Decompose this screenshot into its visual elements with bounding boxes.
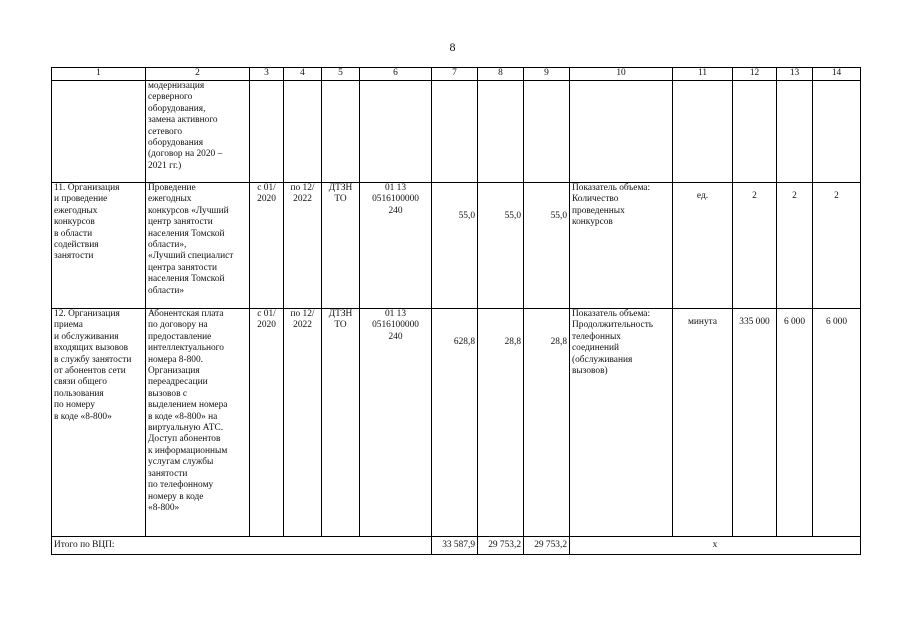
header-cell: 14 (813, 68, 861, 81)
cell-empty (432, 81, 478, 183)
header-cell: 9 (524, 68, 570, 81)
start-date: с 01/ 2020 (250, 309, 284, 537)
indicator-value-1: 335 000 (733, 309, 777, 537)
executor: ДТЗН ТО (322, 183, 360, 309)
event-description: Проведение ежегодных конкурсов «Лучший центр занятости населения Томской области», «Лучший специалист центра занятости населения Томской области» (146, 183, 250, 309)
program-table (51, 67, 861, 555)
cell-empty (284, 81, 322, 183)
budget-code: 01 13 0516100000 240 (360, 183, 432, 309)
cell-empty (813, 81, 861, 183)
table-row (52, 309, 861, 537)
header-cell: 13 (777, 68, 813, 81)
indicator: Показатель объема: Количество проведенных конкурсов (570, 183, 673, 309)
total-amount: 33 587,9 (432, 537, 478, 555)
total-row (52, 537, 861, 555)
indicator-value-2: 6 000 (777, 309, 813, 537)
header-cell: 2 (146, 68, 250, 81)
end-date: по 12/ 2022 (284, 183, 322, 309)
amount-year-2: 55,0 (524, 183, 570, 309)
total-year-2: 29 753,2 (524, 537, 570, 555)
cell-empty (524, 81, 570, 183)
header-cell: 6 (360, 68, 432, 81)
total-label: Итого по ВЦП: (52, 537, 432, 555)
amount-total: 55,0 (432, 183, 478, 309)
total-year-1: 29 753,2 (478, 537, 524, 555)
header-cell: 12 (733, 68, 777, 81)
cell-empty (322, 81, 360, 183)
header-cell: 8 (478, 68, 524, 81)
end-date: по 12/ 2022 (284, 309, 322, 537)
event-description: модернизация серверного оборудования, замена активного сетевого оборудования (договор на 2020 – 2021 гг.) (146, 81, 250, 183)
unit: ед. (673, 183, 733, 309)
header-cell: 3 (250, 68, 284, 81)
budget-code: 01 13 0516100000 240 (360, 309, 432, 537)
header-cell: 11 (673, 68, 733, 81)
header-cell: 1 (52, 68, 146, 81)
cell-empty (250, 81, 284, 183)
start-date: с 01/ 2020 (250, 183, 284, 309)
unit: минута (673, 309, 733, 537)
task-name: 12. Организация приема и обслуживания входящих вызовов в службу занятости от абонентов сети связи общего пользования по номеру в коде «8-800» (52, 309, 146, 537)
indicator-value-3: 2 (813, 183, 861, 309)
cell-empty (777, 81, 813, 183)
indicator-value-2: 2 (777, 183, 813, 309)
cell-empty (52, 81, 146, 183)
cell-empty (478, 81, 524, 183)
table-row (52, 183, 861, 309)
page-number: 8 (449, 40, 456, 54)
amount-year-2: 28,8 (524, 309, 570, 537)
amount-year-1: 55,0 (478, 183, 524, 309)
cell-empty (360, 81, 432, 183)
header-row (52, 68, 861, 81)
amount-year-1: 28,8 (478, 309, 524, 537)
indicator-value-3: 6 000 (813, 309, 861, 537)
cell-empty (570, 81, 673, 183)
cell-empty (733, 81, 777, 183)
amount-total: 628,8 (432, 309, 478, 537)
header-cell: 4 (284, 68, 322, 81)
total-mark: х (570, 537, 861, 555)
cell-empty (673, 81, 733, 183)
header-cell: 7 (432, 68, 478, 81)
event-description: Абонентская плата по договору на предоставление интеллектуального номера 8-800. Организация переадресации вызовов с выделением номера в коде «8-800» на виртуальную АТС. Доступ абонентов к информационным услугам службы занятости по телефонному номеру в коде «8-800» (146, 309, 250, 537)
executor: ДТЗН ТО (322, 309, 360, 537)
header-cell: 10 (570, 68, 673, 81)
task-name: 11. Организация и проведение ежегодных конкурсов в области содействия занятости (52, 183, 146, 309)
indicator-value-1: 2 (733, 183, 777, 309)
table-row (52, 81, 861, 183)
indicator: Показатель объема: Продолжительность телефонных соединений (обслуживания вызовов) (570, 309, 673, 537)
header-cell: 5 (322, 68, 360, 81)
